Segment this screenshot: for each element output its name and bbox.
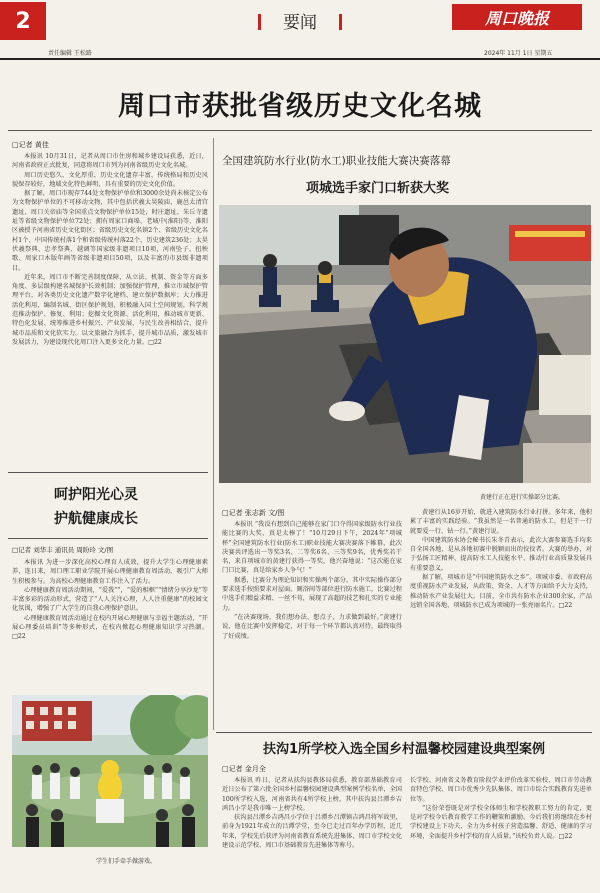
feature-paragraph: 据了解，项城市是“中国建筑防水之乡”。项城市委、市政府高度重视防水产业发展，从政策、资金、人才等方面给予大力支持，推动防水产业发展壮大。目前，全市共有防水企业300余家，产品远销全国各地，项城防水已成为项城的一张亮丽名片。□22	[410, 574, 592, 609]
bottom-headline-wrap	[216, 738, 592, 757]
lead-paragraph: 本报讯 10月31日，记者从周口市住房和城乡建设局获悉，近日，河南省政府正式批复，同意将周口市列为河南省级历史文化名城。	[12, 153, 208, 170]
bottom-paragraph: 扶沟县吕潭乡吉鸿昌小学位于吕潭乡吕潭镇吉鸿昌将军故里，前身为1921年成立的吕潭学堂，至今已走过百年办学历程，近几年来，学校先后获评为河南省教育系统先进集体、周口市学校文化建设示范学校、周口市基础教育先进集体等称号。	[222, 814, 402, 850]
editor-meta: 责任编辑 王松路	[48, 50, 92, 57]
bottom-paragraph: 本报讯 昨日，记者从扶沟县教体局获悉，教育部基础教育司近日公布了第六批全国乡村温馨校园建设典型案例学校名单，全国100所学校入选，河南省共有4所学校上榜，其中扶沟县吕潭乡吉鸿昌小学是我市唯一上榜学校。	[222, 777, 402, 812]
sidebar-paragraph: 本报讯 为进一步深化高校心理育人成效，提升大学生心理健康素养，连日来，周口理工职业学院开展心理健康教育周活动，吸引广大师生积极参与。为高校心理健康教育工作注入了活力。	[12, 559, 208, 585]
masthead-logo: 周口晚报	[452, 4, 582, 30]
feature-paragraph: 黄建行从16岁开始，就进入建筑防水行业打拼。多年来，他积累了丰富的实践经验。“我虽然是一名普通的防水工，但是干一行就要爱一行、钻一行。”黄建行说。	[410, 509, 592, 535]
sidebar-top-rule	[8, 472, 208, 473]
sidebar-headline-2: 护航健康成长	[54, 511, 138, 527]
bottom-story-rule	[216, 732, 592, 733]
bottom-body-col1	[222, 776, 402, 882]
lead-headline: 周口市获批省级历史文化名城	[118, 91, 482, 122]
sidebar-byline: □记者 刘华丰 通讯员 周盼玲 文/图	[12, 546, 114, 554]
date-meta: 2024年 11月 1日 星期五	[484, 50, 553, 57]
sidebar-paragraph: 心理健康教育周活动期间，“爱我“”，“爱的相框”“情绪分享沙龙”等丰富多彩的活动形式，营造了“人人关注心理，人人注重健康”的校园文化氛围，增强了广大学生的自我心理保护意识。	[12, 586, 208, 613]
lead-body	[12, 152, 208, 464]
sidebar-paragraph: 心理健康教育周活动通过在校内开展心理健康与幸福主题活动，“开展心理委员培训”等多种形式，在校内掀起心理健康知识学习热潮。□22	[12, 614, 208, 641]
lead-byline: □记者 黄佳	[12, 141, 49, 149]
feature-paragraph: 中国建筑防水协会秘书长朱冬青表示，此次大赛参赛选手均来自全国各地，是从各地初赛中脱颖而出的佼佼者。大赛的举办，对于弘扬工匠精神、提高防水工人技能水平、推动行业高质量发展具有重要意义。	[410, 536, 592, 572]
column-divider	[213, 138, 214, 730]
students-photo	[12, 695, 208, 847]
bottom-headline: 扶沟1所学校入选全国乡村温馨校园建设典型案例	[262, 742, 546, 757]
section-mark-left	[258, 14, 261, 30]
header-rule	[0, 58, 600, 60]
feature-subhead: 项城选手家门口斩获大奖	[306, 181, 450, 196]
feature-paragraph: 本报讯 “我没有想到自己能够在家门口夺得国家级防水行业技能比赛的大奖，真是太棒了！”10月29日下午，2024年“项城杯”全国建筑防水行业(防水工)职业技能大赛决赛落下帷幕，此次决赛共评选出一等奖3名、二等奖6名、三等奖9名，优秀奖若干名，来自项城市的黄建行获得一等奖，他兴奋地说：“这次能在家门口比赛，真是给家乡人争气！”	[222, 521, 402, 575]
feature-byline: □记者 张志新 文/图	[222, 509, 285, 517]
feature-body-col1	[222, 520, 402, 726]
feature-photo	[219, 205, 591, 483]
bottom-paragraph: “这份荣誉既是对学校全体师生和学校教职工努力的肯定，更是对学校今后教育教学工作的鞭策和激励。今后我们将继续在乡村学校建设上下功夫，全力为乡村孩子营造温馨、舒适、健康的学习环境，全面提升乡村学校的育人质量。”该校负责人说。□22	[410, 804, 592, 840]
section-mark-right	[339, 14, 342, 30]
headline-rule	[8, 130, 592, 131]
feature-paragraph: 据悉，比赛分为理论知识和实操两个部分，其中实际操作部分要求选手按照要求对屋面、厕浴间等部位进行防水施工，比赛过程中选手们精益求精、一丝不苟，展现了高超的技艺和扎实的专业能力。	[222, 576, 402, 612]
page-number: 2	[0, 2, 46, 40]
feature-photo-image	[219, 205, 591, 483]
section-name: 要闻	[283, 13, 317, 33]
bottom-byline: □记者 金月全	[222, 765, 266, 773]
feature-kicker: 全国建筑防水行业(防水工)职业技能大赛决赛落幕	[222, 155, 451, 167]
lead-paragraph: 近年来，周口市不断完善制度保障，从立法、机制、资金等方面多角度、多层级构建名城保护长效机制；加强保护管理，推立市域保护管理平台，对各类历史文化遗产数字化建档、建立保护数据库；大力推进活化利用，编制名城、街区保护规划，积极融入国土空间规划，科学规范推动保护、修复、利用；挖掘文化资源、活化利用，推动城市更新、特色化发展、统筹推进乡村振兴、产业发展、与民生改善相结合，提升城市品质和文化软实力。以文旅融合为抓手，提升城市品质，激发城市发展活力，为建设现代化周口注入更多文化力量。□22	[12, 273, 208, 346]
feature-paragraph: “在决赛现场，我们想办法、想点子，力求做到最好。”黄建行说，他在比赛中发挥稳定，对于每一个环节都认真对待，最终取得了好成绩。	[222, 613, 402, 640]
sidebar-body	[12, 558, 208, 688]
students-photo-image	[12, 695, 208, 847]
feature-photo-caption: 黄建行正在进行实操部分比赛。	[480, 494, 565, 501]
students-photo-caption: 学生们手牵手做游戏。	[96, 858, 157, 865]
lead-paragraph: 周口历史悠久、文化厚重，历史文化遗存丰富，传统格局和历史风貌保存较好，地域文化特色鲜明，具有重要的历史文化价值。	[12, 171, 208, 188]
bottom-paragraph: 长学校、河南省义务教育阶段学业评价改革实验校、周口市劳动教育特色学校、周口市优秀少先队集体、周口市综合实践教育先进单位等。	[410, 777, 592, 803]
sidebar-headline-rule	[8, 538, 208, 539]
sidebar-headline-1: 呵护阳光心灵	[54, 487, 138, 503]
bottom-body-col2	[410, 776, 592, 882]
feature-body-col2	[410, 508, 592, 726]
lead-paragraph: 据了解，周口市现存744处文物保护单位和3000余处尚未核定公布为文物保护单位的不可移动文物，其中包括伏羲太昊陵庙、鹿邑太清宫遗址、周口关帝庙等全国重点文物保护单位15处，时庄遗址、朱丘寺遗址等省级文物保护单位72处；拥有周家口商埠、老城中(淮阳)等，淮阳区被授予河南省历史文化街区；省级历史文化名镇2个、省级历史文化名村1个、中国传统村落1个和省级传统村落22个，历史建筑236处；太昊伏羲祭典、忠孝祭典、越调等国家级非遗项目10项，河南坠子、扭秧歌、周家口木版年画等省级非遗项目50项，以及丰富的市县级非遗项目。	[12, 190, 208, 272]
